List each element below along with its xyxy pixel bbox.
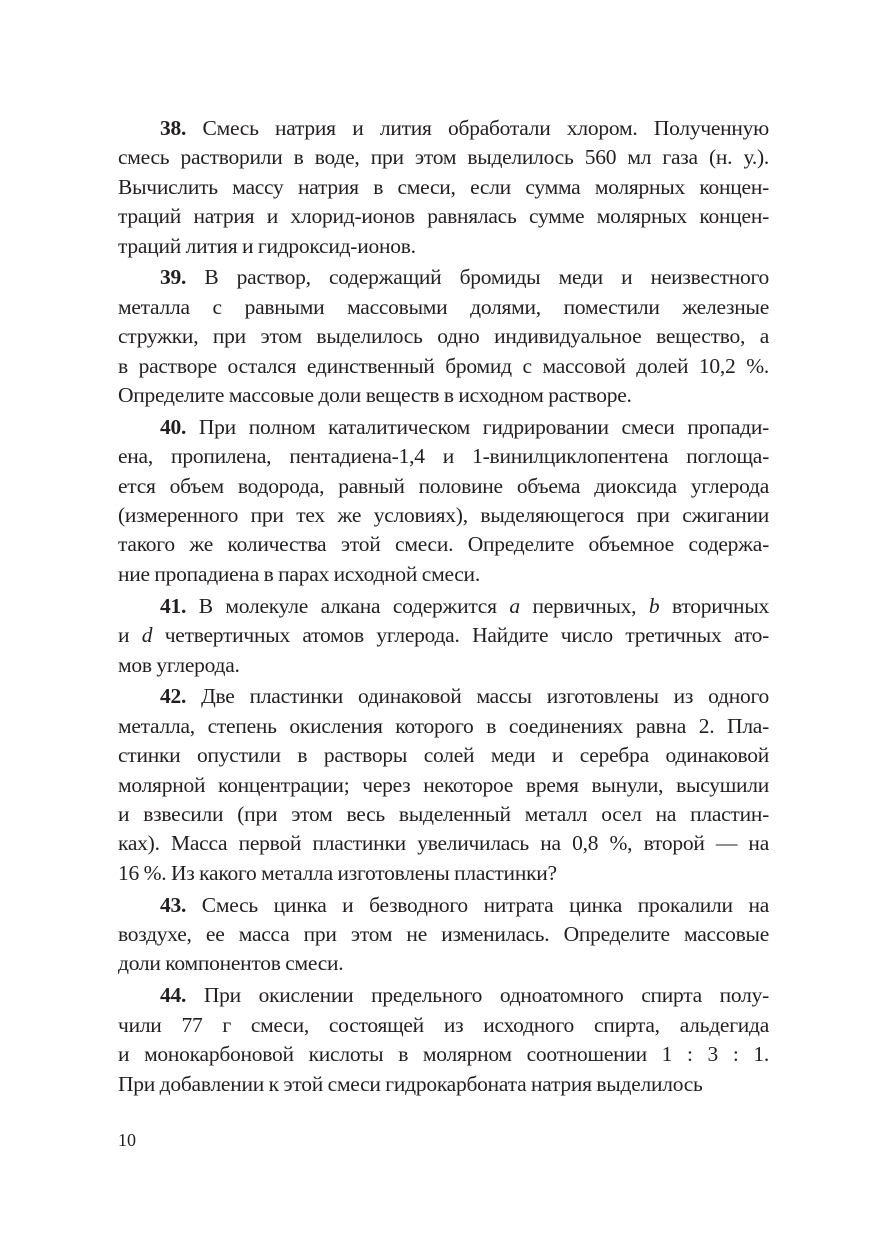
text-line: [118, 920, 769, 949]
text-segment: ена, пропилена, пентадиена-1,4 и 1-винилциклопентена поглоща-: [118, 444, 769, 469]
text-line: [118, 560, 769, 589]
text-segment: ках). Масса первой пластинки увеличилась на 0,8 %, второй — на: [118, 831, 769, 856]
text-segment: ется объем водорода, равный половине объема диоксида углерода: [118, 473, 769, 498]
text-line: [118, 352, 769, 381]
text-segment: стинки опустили в растворы солей меди и серебра одинаковой: [118, 743, 769, 768]
problem-41: [118, 592, 769, 680]
text-line: [118, 442, 769, 471]
variable: b: [648, 593, 660, 618]
text-line: [118, 293, 769, 322]
problem-number: 43.: [160, 892, 187, 917]
text-segment: Вычислить массу натрия в смеси, если сумма молярных концен-: [118, 174, 769, 199]
problem-38: [118, 114, 769, 261]
problem-number: 38.: [160, 116, 187, 140]
page-body: [118, 114, 769, 1101]
text-segment: воздухе, ее масса при этом не изменилась. Определите массовые: [118, 922, 769, 947]
text-line: [118, 829, 769, 858]
page-number: 10: [118, 1130, 136, 1150]
text-segment: стружки, при этом выделилось одно индивидуальное вещество, а: [118, 324, 769, 349]
problem-number: 40.: [160, 414, 187, 439]
text-segment: Определите массовые доли веществ в исходном растворе.: [118, 383, 632, 408]
text-line: [118, 712, 769, 741]
text-line: [118, 651, 769, 680]
text-segment: Две пластинки одинаковой массы изготовлены из одного: [201, 684, 769, 709]
problem-39: [118, 263, 769, 410]
text-line: [118, 143, 769, 172]
text-segment: При окислении предельного одноатомного спирта полу-: [203, 983, 770, 1008]
text-segment: доли компонентов смеси.: [118, 951, 344, 976]
text-line: [118, 381, 769, 410]
problem-number: 42.: [160, 684, 187, 709]
text-segment: и: [118, 623, 142, 648]
text-line: [118, 891, 769, 920]
problem-42: [118, 682, 769, 888]
problem-43: [118, 891, 769, 979]
text-segment: (измеренного при тех же условиях), выделяющегося при сжигании: [118, 503, 769, 528]
text-line: [118, 621, 769, 650]
text-segment: При добавлении к этой смеси гидрокарбоната натрия выделилось: [118, 1071, 703, 1096]
text-line: [118, 741, 769, 770]
text-line: [118, 263, 769, 292]
text-line: [118, 771, 769, 800]
text-segment: и взвесили (при этом весь выделенный металл осел на пластин-: [118, 801, 769, 826]
text-segment: такого же количества этой смеси. Определите объемное содержа-: [118, 532, 769, 557]
text-segment: первичных,: [519, 593, 649, 618]
text-segment: траций лития и гидроксид-ионов.: [118, 233, 416, 258]
text-segment: траций натрия и хлорид-ионов равнялась сумме молярных концен-: [118, 204, 769, 229]
text-line: [118, 949, 769, 978]
text-segment: 16 %. Из какого металла изготовлены пластинки?: [118, 860, 557, 885]
text-line: [118, 682, 769, 711]
text-segment: металла с равными массовыми долями, поместили железные: [118, 294, 769, 319]
text-segment: металла, степень окисления которого в соединениях равна 2. Пла-: [118, 713, 769, 738]
problem-44: [118, 981, 769, 1099]
text-line: [118, 322, 769, 351]
text-segment: В раствор, содержащий бромиды меди и неизвестного: [204, 265, 770, 290]
problem-40: [118, 413, 769, 589]
text-line: [118, 173, 769, 202]
text-line: [118, 981, 769, 1010]
text-segment: Смесь цинка и безводного нитрата цинка прокалили на: [201, 892, 769, 917]
problem-number: 41.: [160, 593, 187, 618]
variable: d: [141, 623, 153, 648]
text-segment: ние пропадиена в парах исходной смеси.: [118, 561, 480, 586]
text-segment: При полном каталитическом гидрировании смеси пропади-: [198, 414, 769, 439]
variable: a: [509, 593, 520, 618]
problem-number: 44.: [160, 983, 187, 1008]
text-segment: в растворе остался единственный бромид с массовой долей 10,2 %.: [118, 353, 769, 378]
text-line: [118, 859, 769, 888]
text-line: [118, 1070, 769, 1099]
text-segment: Смесь натрия и лития обработали хлором. Полученную: [202, 116, 769, 140]
text-line: [118, 202, 769, 231]
text-segment: и монокарбоновой кислоты в молярном соотношении 1 : 3 : 1.: [118, 1042, 769, 1067]
problem-number: 39.: [160, 265, 187, 290]
text-segment: чили 77 г смеси, состоящей из исходного спирта, альдегида: [118, 1012, 769, 1037]
text-line: [118, 800, 769, 829]
text-segment: мов углерода.: [118, 652, 240, 677]
text-line: [118, 472, 769, 501]
text-line: [118, 114, 769, 143]
text-line: [118, 232, 769, 261]
text-line: [118, 413, 769, 442]
text-segment: молярной концентрации; через некоторое время вынули, высушили: [118, 772, 769, 797]
text-line: [118, 592, 769, 621]
text-line: [118, 1011, 769, 1040]
text-segment: В молекуле алкана содержится: [198, 593, 510, 618]
text-line: [118, 1040, 769, 1069]
text-line: [118, 530, 769, 559]
text-segment: четвертичных атомов углерода. Найдите число третичных ато-: [152, 623, 769, 648]
text-segment: вторичных: [659, 593, 770, 618]
text-line: [118, 501, 769, 530]
text-segment: смесь растворили в воде, при этом выделилось 560 мл газа (н. у.).: [118, 145, 769, 170]
